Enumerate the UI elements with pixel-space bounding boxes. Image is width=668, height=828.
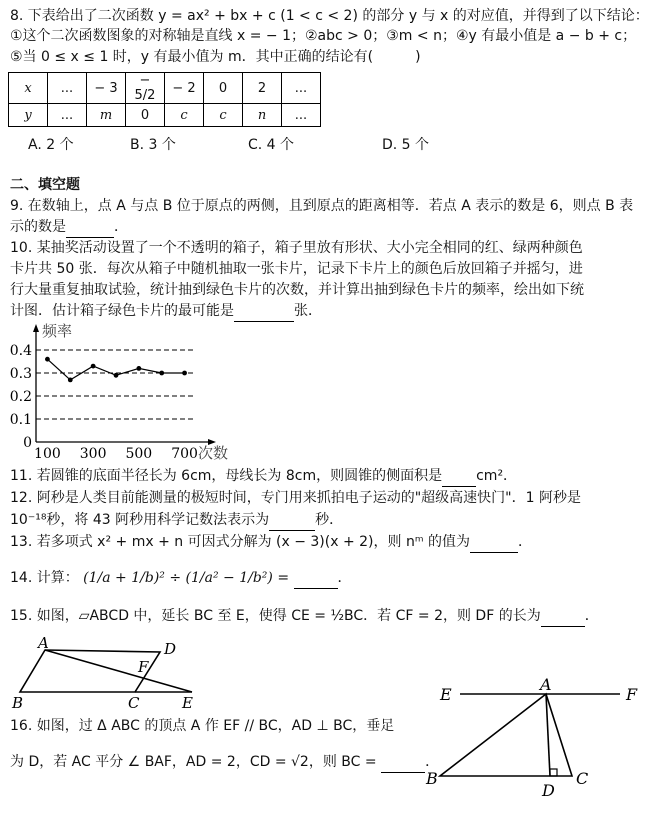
q8-line2: ①这个二次函数图象的对称轴是直线 x = − 1；②abc > 0；③m < n；④y 有最小值是 a − b + c； xyxy=(10,28,637,44)
q10-line4 xyxy=(10,301,322,322)
q10-text: 计图．估计箱子绿色卡片的最可能是 xyxy=(10,303,234,319)
chart-series xyxy=(45,357,187,383)
q9-text: 示的数是 xyxy=(10,219,66,235)
q16-end: ． xyxy=(425,754,440,770)
x-axis-label: 次数 xyxy=(198,444,229,462)
answer-blank xyxy=(66,217,114,238)
data-point xyxy=(136,366,141,371)
label-f: F xyxy=(138,658,149,676)
q12-line2 xyxy=(10,510,343,531)
q11-end: cm²． xyxy=(476,468,518,484)
table-cell: 2 xyxy=(243,73,282,104)
q14-line xyxy=(10,568,352,589)
q9-line1: 9. 在数轴上，点 A 与点 B 位于原点的两侧，且到原点的距离相等．若点 A 表示的数是 6，则点 B 表 xyxy=(10,198,634,214)
q15-end: ． xyxy=(584,608,599,624)
option-b: B. 3 个 xyxy=(130,137,176,153)
label-c: C xyxy=(128,694,140,712)
y-tick-label: 0.4 xyxy=(9,343,32,359)
table-cell: ... xyxy=(48,104,87,127)
label-e: E xyxy=(182,694,193,712)
option-a: A. 2 个 xyxy=(28,137,74,153)
table-cell: ... xyxy=(282,104,321,127)
answer-blank xyxy=(234,301,294,322)
x-tick-label: 100 xyxy=(34,446,61,462)
label-c: C xyxy=(576,769,589,788)
option-d: D. 5 个 xyxy=(382,137,430,153)
table-cell: m xyxy=(87,104,126,127)
q13-end: ． xyxy=(518,534,533,550)
label-e: E xyxy=(440,685,452,704)
table-row-y xyxy=(9,104,321,127)
q16-line1: 16. 如图，过 Δ ABC 的顶点 A 作 EF // BC，AD ⊥ BC，垂足 xyxy=(10,718,395,734)
section-title: 二、填空题 xyxy=(10,177,80,193)
data-point xyxy=(159,371,164,376)
table-cell: ... xyxy=(48,73,87,104)
x-tick-label: 700 xyxy=(171,446,198,462)
q13-line xyxy=(10,532,532,553)
q15-line xyxy=(10,606,599,627)
y-tick-label: 0.2 xyxy=(9,389,32,405)
table-cell: − 3 xyxy=(87,73,126,104)
label-a: A xyxy=(540,678,552,694)
y-axis-arrow xyxy=(33,324,39,332)
answer-blank xyxy=(541,606,585,627)
y-tick-label: 0 xyxy=(23,435,32,451)
label-f: F xyxy=(626,685,638,704)
answer-blank xyxy=(470,532,518,553)
label-b: B xyxy=(426,769,438,788)
q11-text: 11. 若圆锥的底面半径长为 6cm，母线长为 8cm，则圆锥的侧面积是 xyxy=(10,468,443,484)
y-axis-label: 频率 xyxy=(42,322,73,340)
q12-end: 秒． xyxy=(315,512,344,528)
q16-text: 为 D，若 AC 平分 ∠ BAF，AD = 2，CD = √2，则 BC = xyxy=(10,754,377,770)
answer-blank xyxy=(269,510,315,531)
chart-labels xyxy=(10,322,228,462)
table-cell: x xyxy=(9,73,48,104)
table-row-x xyxy=(9,73,321,104)
q12-line1: 12. 阿秒是人类目前能测量的极短时间，专门用来抓拍电子运动的"超级高速快门"．1 阿秒是 xyxy=(10,490,581,506)
label-b: B xyxy=(12,694,24,712)
table-cell: − 5/2 xyxy=(126,73,165,104)
q10-line1: 10. 某抽奖活动设置了一个不透明的箱子，箱子里放有形状、大小完全相同的红、绿两种颜色 xyxy=(10,240,583,256)
q14-expression: (1/a + 1/b)² ÷ (1/a² − 1/b²) = xyxy=(83,570,290,586)
data-point xyxy=(114,373,119,378)
data-point xyxy=(91,364,96,369)
data-point xyxy=(45,357,50,362)
label-a: A xyxy=(38,634,49,652)
q10-line2: 卡片共 50 张．每次从箱子中随机抽取一张卡片，记录下卡片上的颜色后放回箱子并摇匀，进 xyxy=(10,261,583,277)
table-cell: − 2 xyxy=(165,73,204,104)
triangle-abc xyxy=(440,694,572,776)
data-point xyxy=(182,371,187,376)
label-d: D xyxy=(542,781,555,800)
table-cell: ... xyxy=(282,73,321,104)
q10-end: 张． xyxy=(294,303,322,319)
table-cell: 0 xyxy=(204,73,243,104)
y-tick-label: 0.1 xyxy=(9,412,32,428)
answer-blank xyxy=(294,568,338,589)
q12-text: 10⁻¹⁸秒，将 43 阿秒用科学记数法表示为 xyxy=(10,512,270,528)
q13-text: 13. 若多项式 x² + mx + n 可因式分解为 (x − 3)(x + 2)，则 nᵐ 的值为 xyxy=(10,534,471,550)
q15-text: 15. 如图，▱ABCD 中，延长 BC 至 E，使得 CE = ½BC．若 CF = 2，则 DF 的长为 xyxy=(10,608,541,624)
chart-axes xyxy=(33,324,216,445)
table-cell: 0 xyxy=(126,104,165,127)
label-d: D xyxy=(164,640,177,658)
right-angle-mark xyxy=(550,769,557,776)
q8-line1: 8. 下表给出了二次函数 y = ax² + bx + c (1 < c < 2) 的部分 y 与 x 的对应值，并得到了以下结论： xyxy=(10,8,649,24)
x-tick-label: 300 xyxy=(79,446,107,462)
triangle-figure xyxy=(420,678,660,800)
data-point xyxy=(68,378,73,383)
answer-blank xyxy=(442,466,476,487)
q14-end: ． xyxy=(337,570,352,586)
option-c: C. 4 个 xyxy=(248,137,295,153)
q10-line3: 行大量重复抽取试验，统计抽到绿色卡片的次数，并计算出抽到绿色卡片的频率，绘出如下统 xyxy=(10,282,584,298)
parallelogram-figure xyxy=(10,634,210,712)
answer-blank xyxy=(381,752,425,773)
table-cell: c xyxy=(204,104,243,127)
q9-line2: 示的数是 ． xyxy=(10,217,128,238)
y-tick-label: 0.3 xyxy=(9,366,32,382)
q8-line3: ⑤当 0 ≤ x ≤ 1 时，y 有最小值为 m．其中正确的结论有( ) xyxy=(10,49,421,65)
table-cell: c xyxy=(165,104,204,127)
chart-grid xyxy=(36,350,196,419)
q11-line xyxy=(10,466,517,487)
q16-line2 xyxy=(10,752,439,773)
x-tick-label: 500 xyxy=(125,446,153,462)
table-cell: y xyxy=(9,104,48,127)
table-cell: n xyxy=(243,104,282,127)
value-table xyxy=(8,72,321,127)
q14-text: 14. 计算： xyxy=(10,570,79,586)
frequency-chart xyxy=(8,322,248,464)
